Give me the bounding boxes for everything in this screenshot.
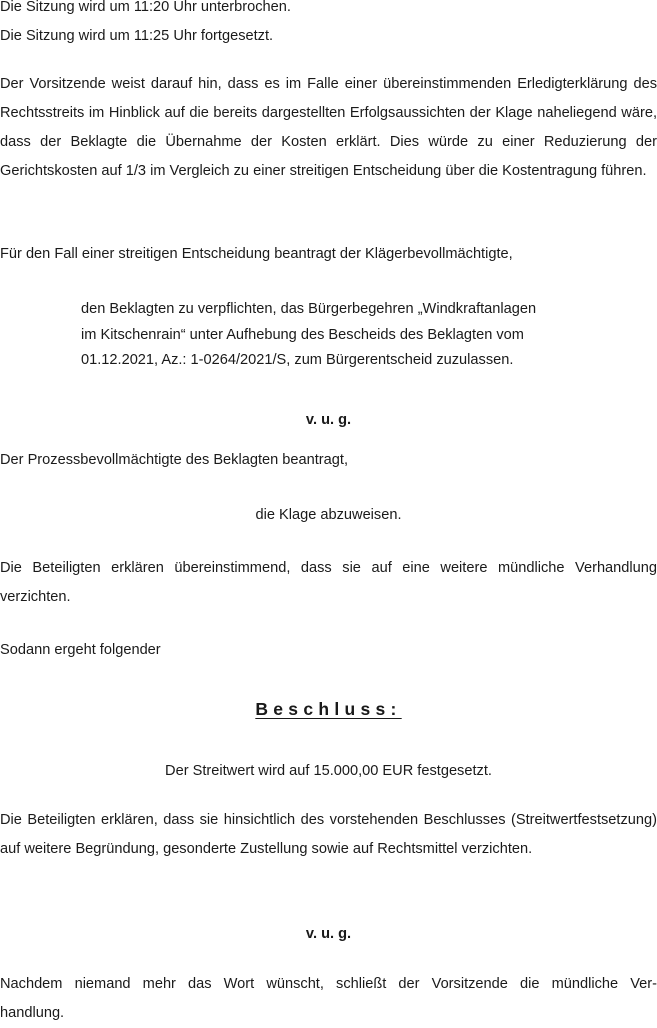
defendant-motion: die Klage abzuweisen. <box>255 507 402 523</box>
then-text: Sodann ergeht folgender <box>0 642 161 658</box>
plaintiff-motion-line-1: den Beklagten zu verpflichten, das Bürgerbegehren „Windkraftanlagen <box>81 301 537 317</box>
defendant-intro: Der Prozessbevollmächtigte des Beklagten beantragt, <box>0 452 349 468</box>
vug-marker-1: v. u. g. <box>305 412 352 428</box>
session-interrupted: Die Sitzung wird um 11:20 Uhr unterbrochen. <box>0 0 291 15</box>
plaintiff-motion <box>81 297 581 374</box>
closing-paragraph <box>0 970 657 1028</box>
waiver-decision-paragraph: Die Beteiligten erklären, dass sie hinsichtlich des vorstehenden Beschlusses (Streitwertfestsetzung) auf weitere Begründung, gesonderte Zustellung sowie auf Rechtsmittel verzichten. <box>0 812 657 857</box>
closing-line-1: Nachdem niemand mehr das Wort wünscht, schließt der Vorsitzende die mündliche Ver- <box>0 976 657 992</box>
vug-marker-2: v. u. g. <box>305 926 352 942</box>
decision-heading: Beschluss: <box>255 699 402 719</box>
plaintiff-intro: Für den Fall einer streitigen Entscheidung beantragt der Klägerbevollmächtigte, <box>0 246 513 262</box>
closing-line-2: handlung. <box>0 1005 65 1021</box>
plaintiff-motion-line-3: 01.12.2021, Az.: 1-0264/2021/S, zum Bürgerentscheid zuzulassen. <box>81 352 514 368</box>
chair-note-paragraph: Der Vorsitzende weist darauf hin, dass es im Falle einer übereinstimmenden Erledigterklärung des Rechtsstreits im Hinblick auf die bereits dargestellten Erfolgsaussichten der Klage naheliegend wäre, dass der Beklagte die Übernahme der Kosten erklärt. Dies würde zu einer Reduzierung der Gerichtskosten auf 1/3 im Vergleich zu einer streitigen Entscheidung über die Kostentragung führen. <box>0 76 657 179</box>
session-notes <box>0 0 657 51</box>
plaintiff-motion-line-2: im Kitschenrain“ unter Aufhebung des Bescheids des Beklagten vom <box>81 326 524 343</box>
waiver-hearing-paragraph: Die Beteiligten erklären übereinstimmend, dass sie auf eine weitere mündliche Verhandlung verzichten. <box>0 560 657 605</box>
decision-text: Der Streitwert wird auf 15.000,00 EUR festgesetzt. <box>165 763 492 779</box>
session-resumed: Die Sitzung wird um 11:25 Uhr fortgesetzt. <box>0 28 274 44</box>
